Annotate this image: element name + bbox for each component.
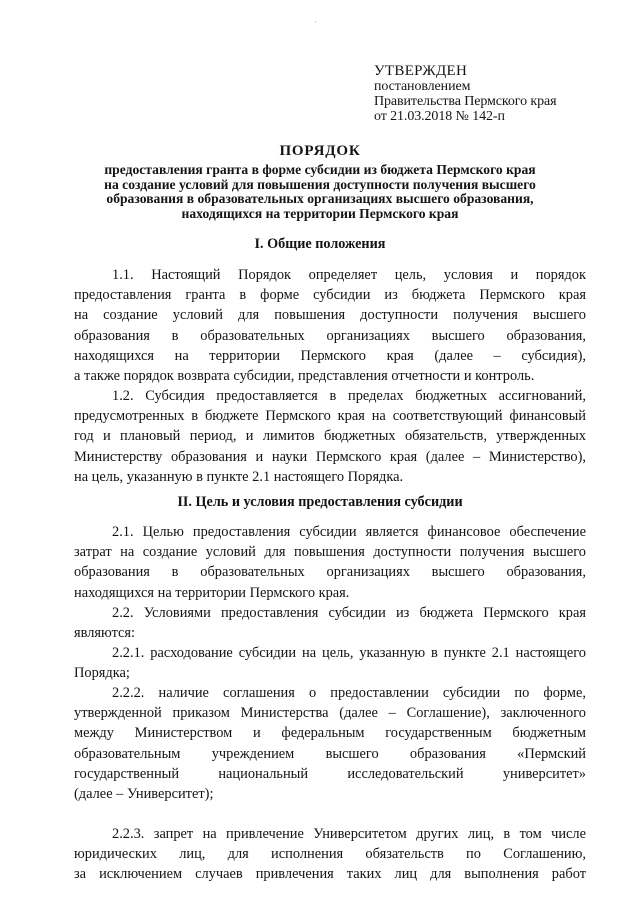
section-heading-goal: II. Цель и условия предоставления субсидии xyxy=(177,494,463,510)
section-heading-general: I. Общие положения xyxy=(254,236,386,252)
text-line: 2.1. Целью предоставления субсидии является финансовое обеспечение xyxy=(112,524,586,540)
text-line: являются: xyxy=(74,625,136,642)
text-line: юридических лиц, для исполнения обязательств по Соглашению, xyxy=(74,846,586,863)
text-line: Министерству образования и науки Пермского края (далее – Министерство), xyxy=(74,448,586,465)
text-line: на создание условий для повышения доступности получения высшего xyxy=(74,307,586,324)
approval-date: от 21.03.2018 № 142-п xyxy=(374,109,505,124)
approval-stamp xyxy=(374,64,556,124)
text-line: а также порядок возврата субсидии, представления отчетности и контроль. xyxy=(74,368,535,385)
approval-line: Правительства Пермского края xyxy=(374,94,557,109)
text-line: предусмотренных в бюджете Пермского края на соответствующий финансовый xyxy=(74,408,586,425)
text-line: находящихся на территории Пермского края. xyxy=(74,584,350,601)
text-line: государственный национальный исследовательский университет» xyxy=(74,765,586,782)
text-line: затрат на создание условий для повышения доступности получения высшего xyxy=(74,544,586,561)
text-line: утвержденной приказом Министерства (далее – Соглашение), заключенного xyxy=(74,705,586,722)
text-line: 1.2. Субсидия предоставляется в пределах бюджетных ассигнований, xyxy=(112,388,586,404)
document-subtitle xyxy=(60,163,580,221)
text-line: между Министерством и федеральным государственным бюджетным xyxy=(74,725,586,742)
paragraph-2-1 xyxy=(74,522,586,603)
subtitle-line: находящихся на территории Пермского края xyxy=(181,205,459,221)
text-line: 2.2.2. наличие соглашения о предоставлении субсидии по форме, xyxy=(112,685,586,701)
paragraph-2-2-2 xyxy=(74,683,586,804)
text-line: Порядка; xyxy=(74,665,130,682)
subtitle-line: на создание условий для повышения доступности получения высшего xyxy=(104,176,536,192)
text-line: образовательным учреждением высшего образования «Пермский xyxy=(74,745,586,762)
paragraph-1-2 xyxy=(74,386,586,487)
paragraph-2-2-1 xyxy=(74,643,586,683)
subtitle-line: предоставления гранта в форме субсидии из бюджета Пермского края xyxy=(104,162,536,177)
text-line: 2.2. Условиями предоставления субсидии из бюджета Пермского края xyxy=(112,605,586,621)
document-title: ПОРЯДОК xyxy=(279,143,361,159)
text-line: 1.1. Настоящий Порядок определяет цель, условия и порядок xyxy=(112,267,586,283)
text-line: на цель, указанную в пункте 2.1 настоящего Порядка. xyxy=(74,468,404,485)
paragraph-1-1 xyxy=(74,265,586,386)
text-line: 2.2.3. запрет на привлечение Университетом других лиц, в том числе xyxy=(112,826,586,842)
subtitle-line: образования в образовательных организациях высшего образования, xyxy=(106,191,534,206)
paragraph-2-2 xyxy=(74,603,586,643)
text-line: находящихся на территории Пермского края (далее – субсидия), xyxy=(74,347,586,364)
text-line: 2.2.1. расходование субсидии на цель, указанную в пункте 2.1 настоящего xyxy=(112,645,586,661)
approval-line: постановлением xyxy=(374,79,471,94)
text-line: образования в образовательных организациях высшего образования, xyxy=(74,327,586,344)
text-line: предоставления гранта в форме субсидии из бюджета Пермского края xyxy=(74,287,586,304)
text-line: образования в образовательных организациях высшего образования, xyxy=(74,564,586,581)
text-line: год и плановый период, и лимитов бюджетных обязательств, утвержденных xyxy=(74,428,586,445)
approval-heading: УТВЕРЖДЕН xyxy=(374,63,468,79)
text-line: (далее – Университет); xyxy=(74,786,214,803)
paragraph-2-2-3 xyxy=(74,824,586,885)
text-line: за исключением случаев привлечения таких лиц для выполнения работ xyxy=(74,866,586,883)
scan-mark: · xyxy=(314,18,317,27)
